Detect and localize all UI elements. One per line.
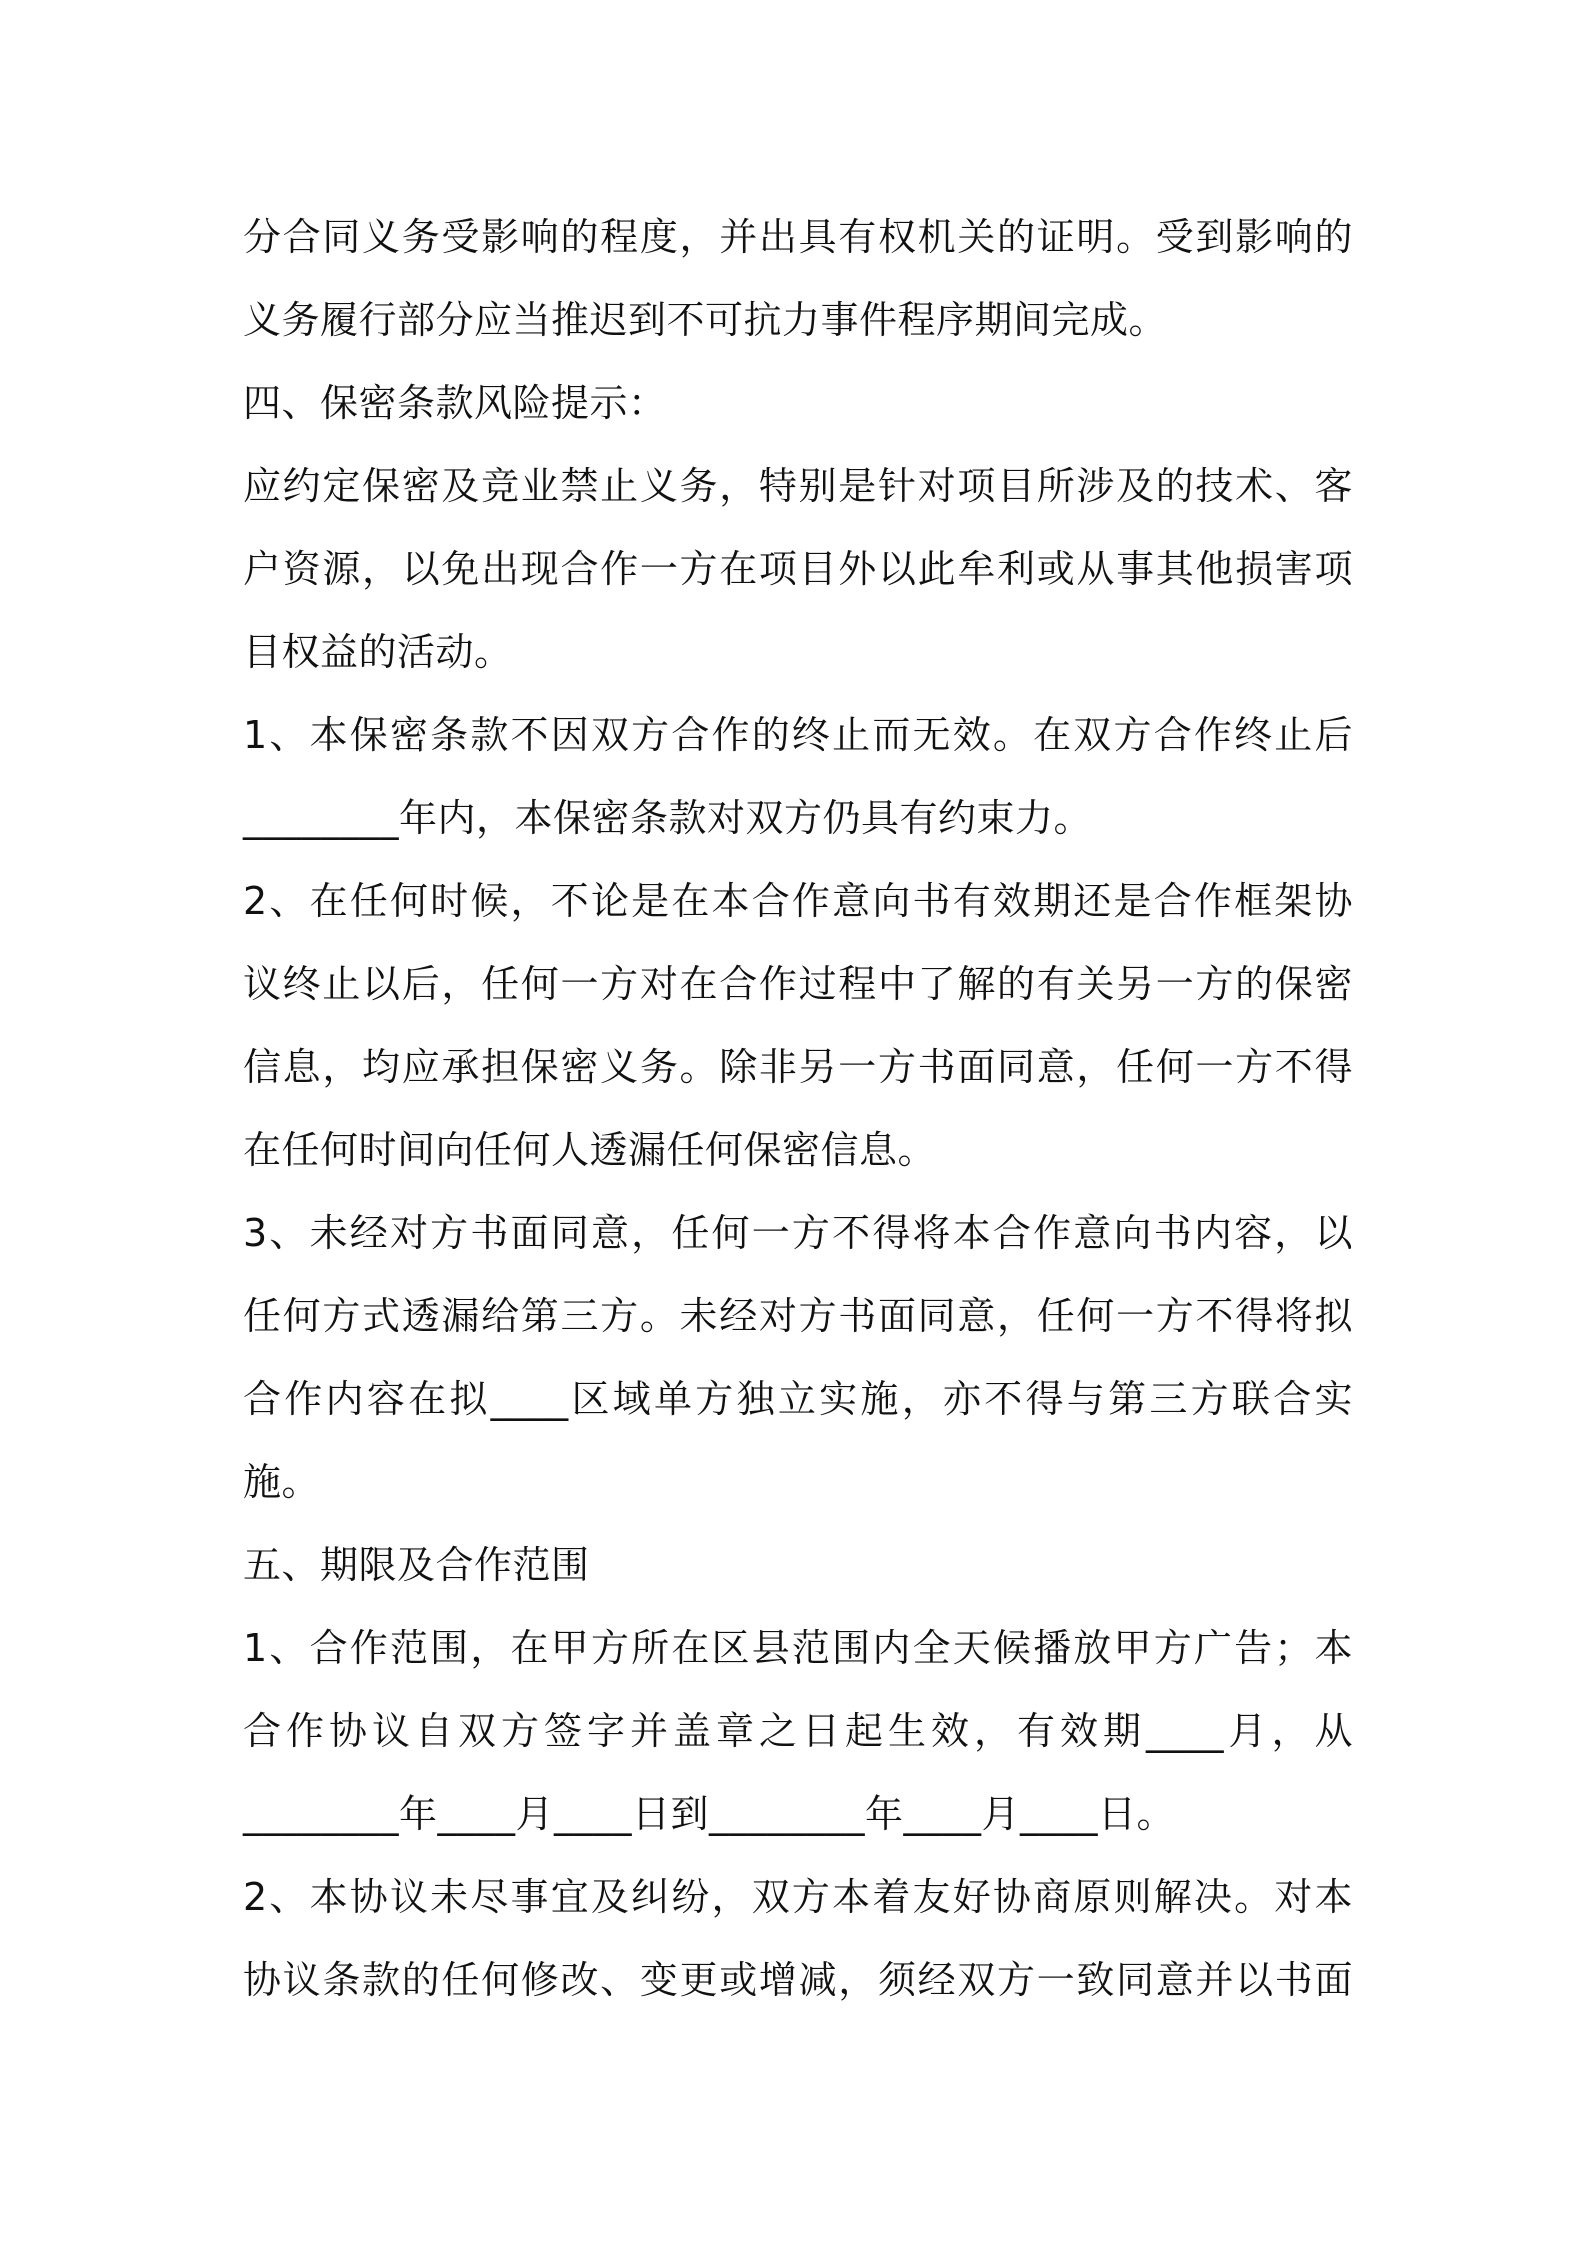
text-line: 施。 bbox=[243, 1460, 321, 1504]
text-line: 3、未经对方书面同意，任何一方不得将本合作意向书内容，以 bbox=[243, 1211, 1353, 1255]
text-line: 合作协议自双方签字并盖章之日起生效，有效期____月，从 bbox=[243, 1709, 1353, 1753]
text-line: ________年____月____日到________年____月____日。 bbox=[243, 1792, 1176, 1836]
text-line: 2、在任何时候，不论是在本合作意向书有效期还是合作框架协 bbox=[243, 879, 1353, 923]
text-line: 信息，均应承担保密义务。除非另一方书面同意，任何一方不得 bbox=[243, 1045, 1353, 1089]
text-line: 合作内容在拟____区域单方独立实施，亦不得与第三方联合实 bbox=[243, 1377, 1353, 1421]
text-line: 义务履行部分应当推迟到不可抗力事件程序期间完成。 bbox=[243, 298, 1168, 342]
text-line: 分合同义务受影响的程度，并出具有权机关的证明。受到影响的 bbox=[243, 215, 1353, 259]
text-line: 任何方式透漏给第三方。未经对方书面同意，任何一方不得将拟 bbox=[243, 1294, 1353, 1338]
text-line: 户资源，以免出现合作一方在项目外以此牟利或从事其他损害项 bbox=[243, 547, 1353, 591]
text-line: 1、合作范围，在甲方所在区县范围内全天候播放甲方广告；本 bbox=[243, 1626, 1353, 1670]
section-heading: 四、保密条款风险提示： bbox=[243, 381, 667, 425]
section-heading: 五、期限及合作范围 bbox=[243, 1543, 590, 1587]
text-line: 目权益的活动。 bbox=[243, 630, 513, 674]
document-body bbox=[243, 196, 1353, 2022]
text-line: 2、本协议未尽事宜及纠纷，双方本着友好协商原则解决。对本 bbox=[243, 1875, 1353, 1919]
text-line: ________年内，本保密条款对双方仍具有约束力。 bbox=[243, 796, 1093, 840]
text-line: 协议条款的任何修改、变更或增减，须经双方一致同意并以书面 bbox=[243, 1958, 1353, 2002]
text-line: 在任何时间向任何人透漏任何保密信息。 bbox=[243, 1128, 937, 1172]
text-line: 应约定保密及竞业禁止义务，特别是针对项目所涉及的技术、客 bbox=[243, 464, 1353, 508]
text-line: 议终止以后，任何一方对在合作过程中了解的有关另一方的保密 bbox=[243, 962, 1353, 1006]
text-line: 1、本保密条款不因双方合作的终止而无效。在双方合作终止后 bbox=[243, 713, 1353, 757]
